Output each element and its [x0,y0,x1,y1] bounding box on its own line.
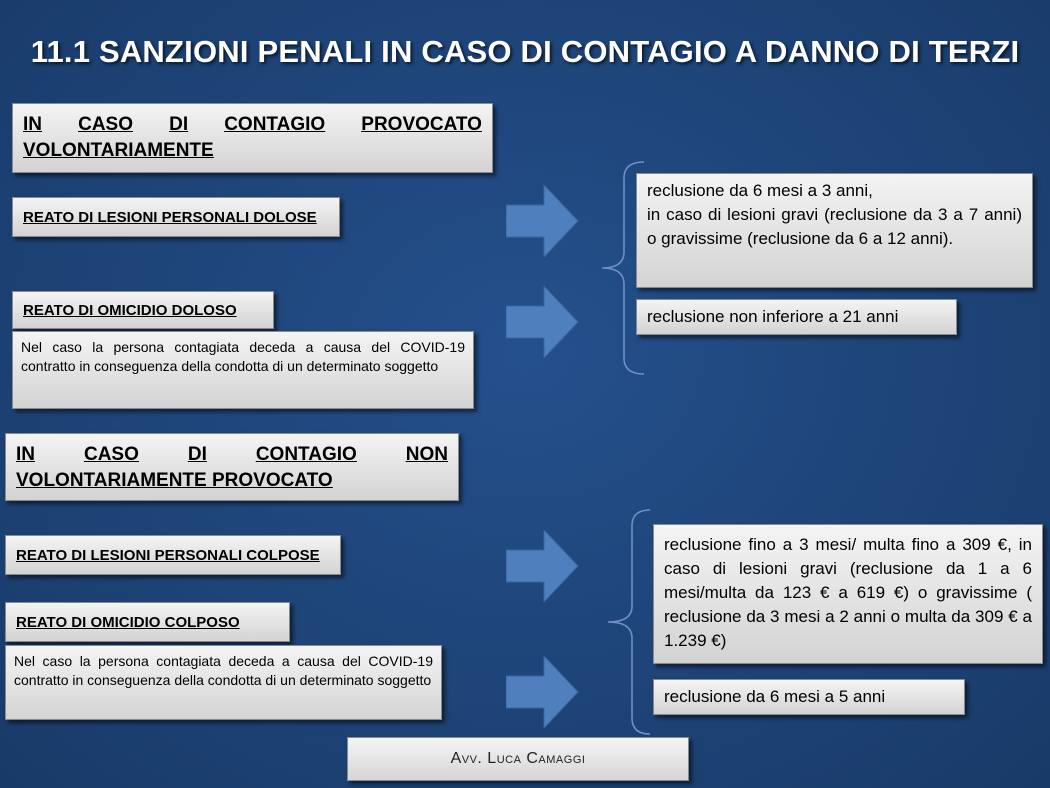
section1-result-omicidio: reclusione non inferiore a 21 anni [636,299,957,335]
section1-heading-word: CONTAGIO [224,114,326,135]
section2-heading [5,433,459,501]
left-brace-icon [604,508,654,736]
section2-omicidio-label: REATO DI OMICIDIO COLPOSO [5,602,290,642]
page-title: 11.1 SANZIONI PENALI IN CASO DI CONTAGIO A DANNO DI TERZI [30,34,1020,69]
section2-heading-word: CONTAGIO [255,444,357,465]
section1-lesioni-label: REATO DI LESIONI PERSONALI DOLOSE [12,197,340,237]
section2-heading-word: IN [16,444,35,465]
section1-heading-word: DI [169,114,189,135]
arrow-right-icon [506,530,580,602]
section2-heading-line2: VOLONTARIAMENTE PROVOCATO [16,470,333,491]
section1-heading-line2: VOLONTARIAMENTE [23,140,214,161]
section1-omicidio-label: REATO DI OMICIDIO DOLOSO [12,291,274,329]
section1-result-lesioni [636,173,1033,288]
section1-omicidio-note: Nel caso la persona contagiata deceda a causa del COVID-19 contratto in conseguenza della condotta di un determinato soggetto [12,331,474,409]
section2-lesioni-label: REATO DI LESIONI PERSONALI COLPOSE [5,535,341,575]
section1-heading-word: IN [23,114,42,135]
arrow-right-icon [506,185,580,257]
section1-result-lesioni-line2: in caso di lesioni gravi (reclusione da 3 a 7 anni) o gravissime (reclusione da 6 a 12 anni). [647,205,1022,248]
section2-heading-word: DI [187,444,207,465]
arrow-right-icon [506,656,580,728]
section1-result-lesioni-line1: reclusione da 6 mesi a 3 anni, [647,181,873,200]
section2-heading-word: CASO [83,444,139,465]
section1-heading [12,103,493,173]
section1-heading-word: CASO [78,114,133,135]
section2-result-lesioni: reclusione fino a 3 mesi/ multa fino a 309 €, in caso di lesioni gravi (reclusione da 1 a 6 mesi/multa da 123 € a 619 €) o gravissime ( reclusione da 3 mesi a 2 anni o multa da 309 € a 1.239 €) [653,524,1043,664]
arrow-right-icon [506,286,580,358]
section2-heading-word: NON [405,444,448,465]
footer-author: Avv. Luca Camaggi [347,737,689,781]
section2-result-omicidio: reclusione da 6 mesi a 5 anni [653,679,965,715]
section1-heading-word: PROVOCATO [361,114,482,135]
section2-omicidio-note: Nel caso la persona contagiata deceda a causa del COVID-19 contratto in conseguenza della condotta di un determinato soggetto [5,645,442,720]
